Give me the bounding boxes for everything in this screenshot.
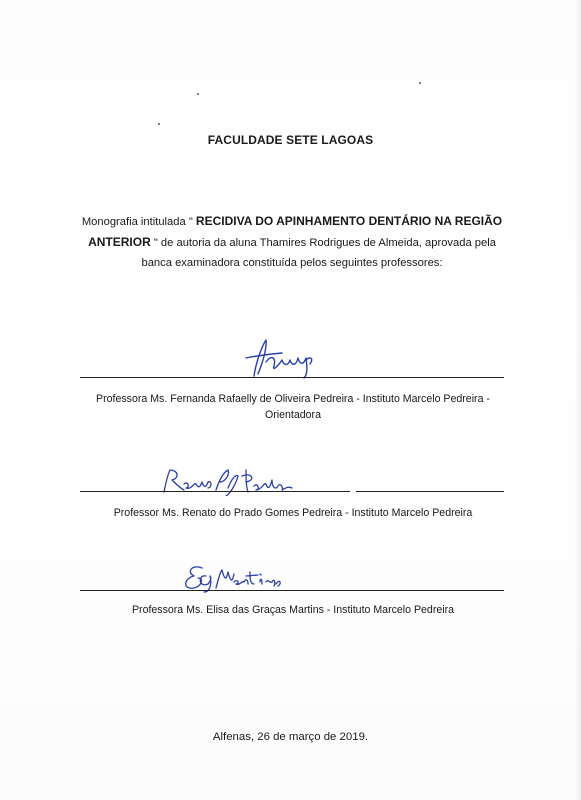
scan-speck (158, 123, 160, 125)
signature-image (236, 336, 320, 380)
examiner-caption (60, 391, 526, 423)
monograph-title: RECIDIVA DO APINHAMENTO DENTÁRIO NA REGIÃO ANTERIOR (88, 214, 503, 249)
approval-paragraph (80, 211, 504, 273)
paragraph-intro: Monografia intitulada " (81, 216, 196, 228)
signature-line (80, 491, 350, 492)
examiner-role-line: Orientadora (265, 409, 321, 421)
examiner-name-line: Professor Ms. Renato do Prado Gomes Pedreira - Instituto Marcelo Pedreira (113, 507, 473, 519)
page-edge-shadow (575, 0, 581, 800)
signature-line (80, 377, 504, 378)
examiner-caption (60, 602, 526, 618)
paragraph-rest: " de autoria da aluna Thamires Rodrigues de Almeida, aprovada pela banca examinadora constituída pelos seguintes professores: (141, 237, 496, 269)
signature-fernanda (236, 336, 320, 380)
signature-line (80, 590, 504, 591)
examiner-name-line: Professora Ms. Fernanda Rafaelly de Oliveira Pedreira - Instituto Marcelo Pedreira - (96, 393, 490, 405)
scan-speck (419, 82, 421, 84)
signature-line (356, 491, 504, 492)
examiner-name-line: Professora Ms. Elisa das Graças Martins - Instituto Marcelo Pedreira (131, 604, 455, 616)
scan-speck (197, 93, 199, 95)
institution-title: FACULDADE SETE LAGOAS (207, 133, 374, 147)
examiner-caption (60, 505, 526, 521)
place-date: Alfenas, 26 de março de 2019. (212, 731, 369, 743)
